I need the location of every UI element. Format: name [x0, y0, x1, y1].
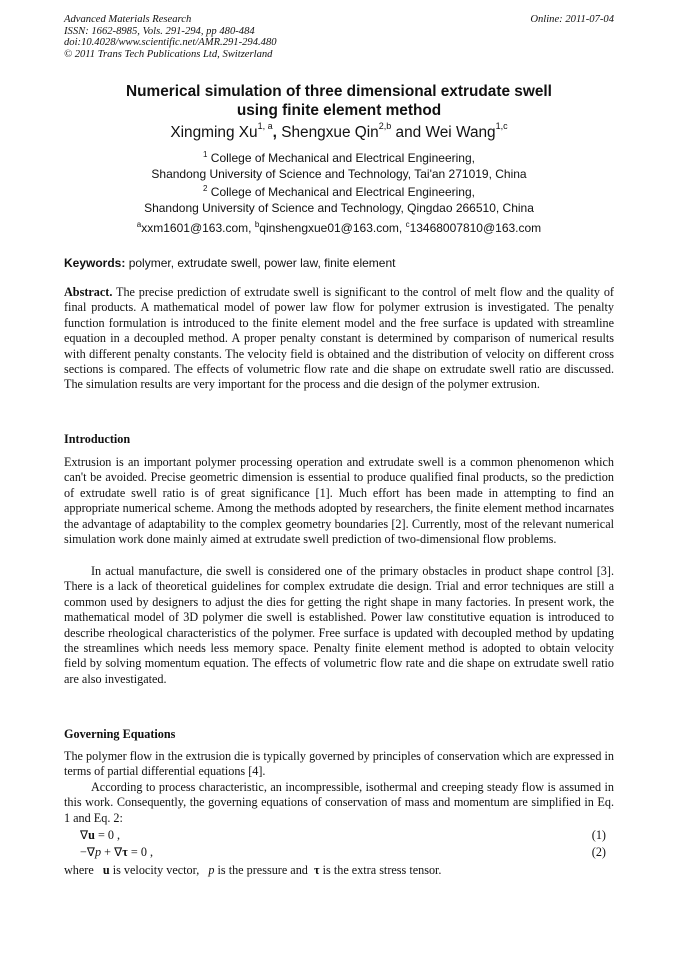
where-line — [64, 863, 614, 878]
doi-line: doi:10.4028/www.scientific.net/AMR.291-294.480 — [64, 37, 277, 49]
email-c-sup: c — [405, 220, 410, 229]
journal-name: Advanced Materials Research — [64, 14, 192, 25]
where-1: where — [64, 863, 97, 877]
eq2-body: −∇p + ∇τ = 0 , — [80, 845, 154, 859]
email-a[interactable]: xxm1601@163.com, — [141, 221, 255, 235]
email-c[interactable]: 13468007810@163.com — [409, 221, 542, 235]
governing-heading: Governing Equations — [64, 727, 176, 741]
where-4: is the extra stress tensor. — [319, 863, 442, 877]
author-1-sup: 1, a — [257, 120, 273, 131]
eq1-body: ∇u = 0 , — [80, 828, 121, 842]
title-line-1: Numerical simulation of three dimensional extrudate swell — [126, 83, 552, 100]
title-line-2: using finite element method — [236, 102, 442, 119]
intro-heading: Introduction — [64, 432, 131, 446]
copyright-line: © 2011 Trans Tech Publications Ltd, Switzerland — [64, 48, 273, 60]
equation-1 — [80, 828, 614, 843]
where-2: is velocity vector, — [109, 863, 203, 877]
aff2-line2: Shandong University of Science and Technology, Qingdao 266510, China — [144, 201, 534, 215]
author-2-sup: 2,b — [378, 120, 392, 131]
email-b[interactable]: qinshengxue01@163.com, — [259, 221, 406, 235]
keywords-label: Keywords: — [64, 256, 126, 270]
intro-paragraph-2 — [64, 564, 614, 687]
where-tau: τ — [314, 863, 320, 877]
email-b-sup: b — [254, 220, 260, 229]
author-sep-1: , — [272, 124, 282, 141]
governing-paragraph-1: The polymer flow in the extrusion die is typically governed by principles of conservation which are expressed in terms of partial differential equations [4]. — [64, 749, 614, 779]
aff2-sup: 2 — [203, 184, 208, 193]
issn-line: ISSN: 1662-8985, Vols. 291-294, pp 480-484 — [64, 25, 255, 37]
affiliation-2 — [64, 184, 614, 216]
intro-p2-text: In actual manufacture, die swell is considered one of the primary obstacles in product shape control [3]. There is a lack of theoretical guidelines for complex extrudate die design. Trial and error techniques are still a common used by designers to adjust the dies for getting the right shape in many factories. In present work, the mathematical model of 3D polymer die swell is established. Power law constitutive equation is introduced to describe rheological characteristics of the polymer. Free surface is updated with decoupled method by updating the streamlines which needs less memory space. Penalty finite element method is adopted to obtain velocity field by solving momentum equation. The effects of volumetric flow rate and die shape on extrudate swell ratio are also investigated. — [64, 564, 614, 686]
aff1-line2: Shandong University of Science and Technology, Tai'an 271019, China — [151, 167, 527, 181]
eq2-number: (2) — [591, 845, 606, 859]
affiliation-1 — [64, 150, 614, 182]
email-line — [64, 220, 614, 236]
governing-paragraph-2 — [64, 780, 614, 826]
keywords-text: polymer, extrudate swell, power law, finite element — [125, 256, 396, 270]
where-u: u — [102, 863, 110, 877]
abstract — [64, 285, 614, 393]
journal-header — [64, 14, 277, 60]
paper-title — [64, 82, 614, 120]
intro-paragraph-1: Extrusion is an important polymer processing operation and extrudate swell is a common phenomenon which can't be avoided. Precise geometric dimension is essential to produce qualified final products, so the prediction of extrudate swell ratio is of great significance [1]. Much effort has been made in attempting to find an appropriate numerical scheme. Among the methods adopted by researchers, the finite element method incarnates the advantage of adaptability to the complex geometry boundaries [2]. Currently, most of the relevant numerical simulation work done mainly aimed at extrudate swell prediction of two-dimensional flow problems. — [64, 455, 614, 547]
aff1-sup: 1 — [203, 150, 208, 159]
author-sep-2: and — [391, 124, 426, 141]
author-1: Xingming Xu — [170, 124, 258, 141]
email-a-sup: a — [136, 220, 142, 229]
keywords — [64, 256, 396, 270]
abstract-text: The precise prediction of extrudate swell is significant to the control of melt flow and the quality of final products. A mathematical model of power law flow for polymer extrusion is investigated. The penalty function formulation is introduced to the finite element model and the free surface is updated with streamline equation in a decoupled method. A proper penalty constant is determined by comparison of numerical results with different penalty constants. The velocity field is obtained and the distribution of velocity on different cross sections is compared. The effects of volumetric flow rate and die shape on extrudate swell ratio are discussed. The simulation results are very important for the process and die design of the polymer extrusion. — [64, 285, 614, 392]
author-3-sup: 1,c — [495, 120, 508, 131]
aff1-line1: College of Mechanical and Electrical Engineering, — [207, 151, 475, 165]
eq1-number: (1) — [591, 828, 606, 842]
governing-p2-text: According to process characteristic, an incompressible, isothermal and creeping steady flow is assumed in this work. Consequently, the governing equations of conservation of mass and momentum are simplified in Eq. 1 and Eq. 2: — [64, 780, 614, 825]
online-date: Online: 2011-07-04 — [530, 14, 614, 25]
equation-2 — [80, 845, 614, 860]
aff2-line1: College of Mechanical and Electrical Engineering, — [207, 185, 475, 199]
author-3: Wei Wang — [425, 124, 496, 141]
author-2: Shengxue Qin — [281, 124, 379, 141]
where-3: is the pressure and — [214, 863, 311, 877]
where-p: p — [208, 863, 215, 877]
abstract-label: Abstract. — [64, 285, 113, 299]
author-list — [64, 120, 614, 142]
